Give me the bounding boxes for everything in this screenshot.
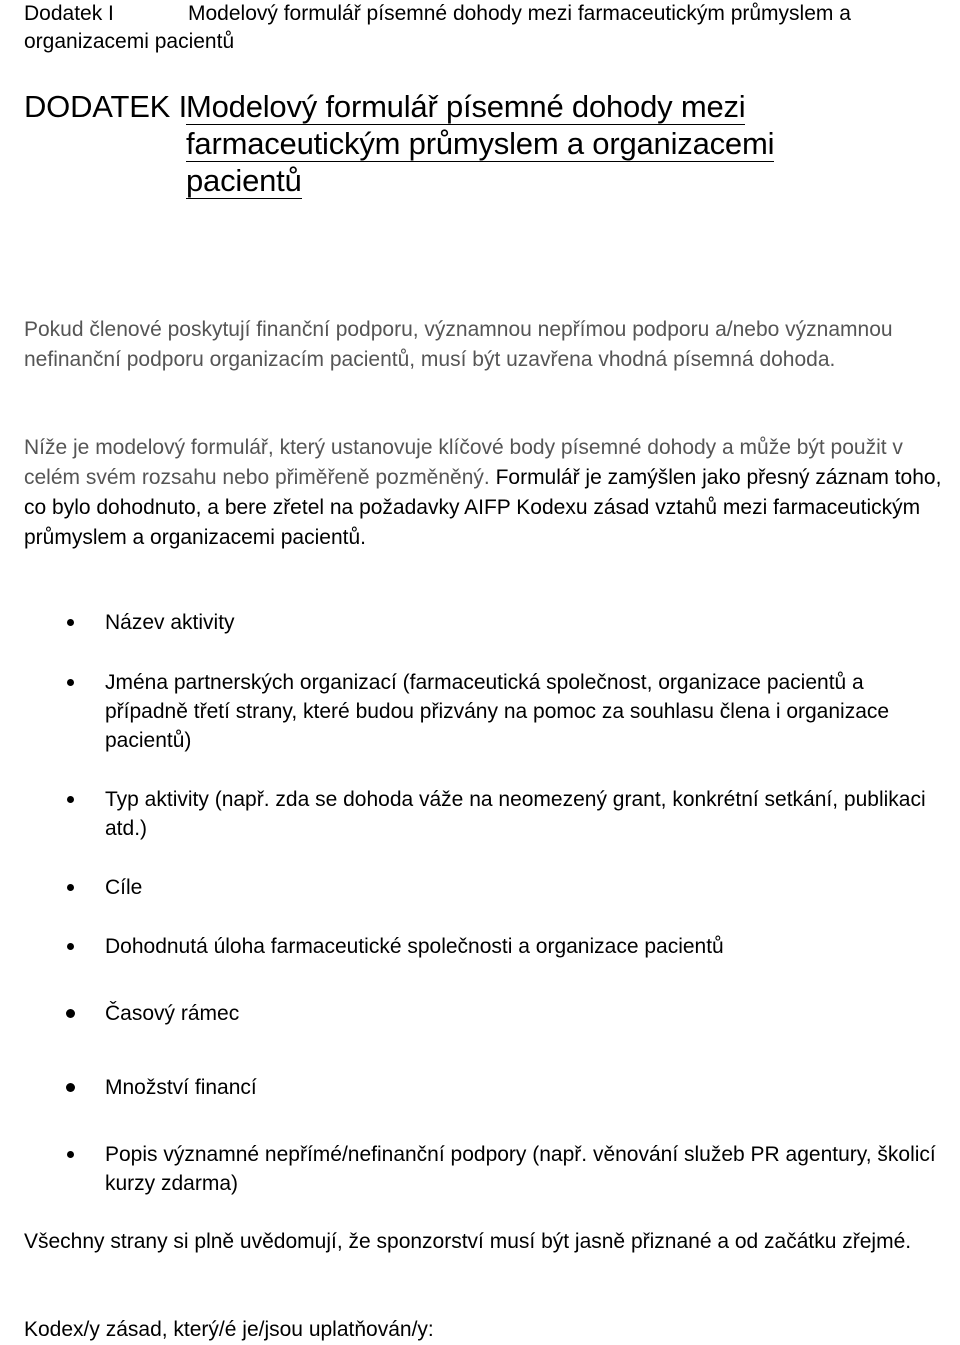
codes-paragraph: Kodex/y zásad, který/é je/jsou uplatňován/y: xyxy=(24,1318,434,1341)
title-line: Modelový formulář písemné dohody mezi xyxy=(186,89,746,124)
title-label: DODATEK I xyxy=(24,89,187,124)
bullet-icon xyxy=(66,1009,75,1018)
bullet-icon xyxy=(66,1083,75,1092)
list-item: Typ aktivity (např. zda se dohoda váže na neomezený grant, konkrétní setkání, publikaci atd.) xyxy=(60,785,940,843)
list-item: Název aktivity xyxy=(60,608,940,637)
header-text: Modelový formulář písemné dohody mezi farmaceutickým průmyslem a organizacemi pacientů xyxy=(24,2,851,53)
list-item: Časový rámec xyxy=(60,999,940,1028)
list-item: Jména partnerských organizací (farmaceutická společnost, organizace pacientů a případně třetí strany, které budou přizvány na pomoc za souhlasu člena i organizace pacientů) xyxy=(60,668,940,755)
bullet-icon xyxy=(67,619,74,626)
model-form-text-1: Níže je modelový formulář, který ustanovuje klíčové body písemné dohody a může být použit v celém svém rozsahu nebo přiměřeně pozměněný. xyxy=(24,436,903,489)
bullet-icon xyxy=(67,679,74,686)
model-form-paragraph xyxy=(24,433,944,553)
title-line: pacientů xyxy=(186,163,302,198)
title-line: farmaceutickým průmyslem a organizacemi xyxy=(186,126,775,161)
list-item: Množství financí xyxy=(60,1073,940,1102)
bullet-icon xyxy=(67,884,74,891)
list-item: Cíle xyxy=(60,873,940,902)
list-item: Popis významné nepřímé/nefinanční podpory (např. věnování služeb PR agentury, školicí kurzy zdarma) xyxy=(60,1140,940,1198)
bullet-icon xyxy=(67,943,74,950)
list-item: Dohodnutá úloha farmaceutické společnosti a organizace pacientů xyxy=(60,932,940,961)
bullet-icon xyxy=(67,796,74,803)
page-title xyxy=(24,88,924,199)
running-header xyxy=(24,0,960,56)
model-form-text-2: Formulář je zamýšlen jako přesný záznam toho, co bylo dohodnuto, a bere zřetel na požadavky AIFP Kodexu zásad vztahů mezi farmaceutickým průmyslem a organizacemi pacientů. xyxy=(24,466,942,549)
header-label: Dodatek I xyxy=(24,2,114,25)
bullet-icon xyxy=(67,1151,74,1158)
intro-paragraph: Pokud členové poskytují finanční podporu, významnou nepřímou podporu a/nebo významnou nefinanční podporu organizacím pacientů, musí být uzavřena vhodná písemná dohoda. xyxy=(24,318,893,371)
sponsorship-paragraph: Všechny strany si plně uvědomují, že sponzorství musí být jasně přiznané a od začátku zřejmé. xyxy=(24,1230,912,1253)
